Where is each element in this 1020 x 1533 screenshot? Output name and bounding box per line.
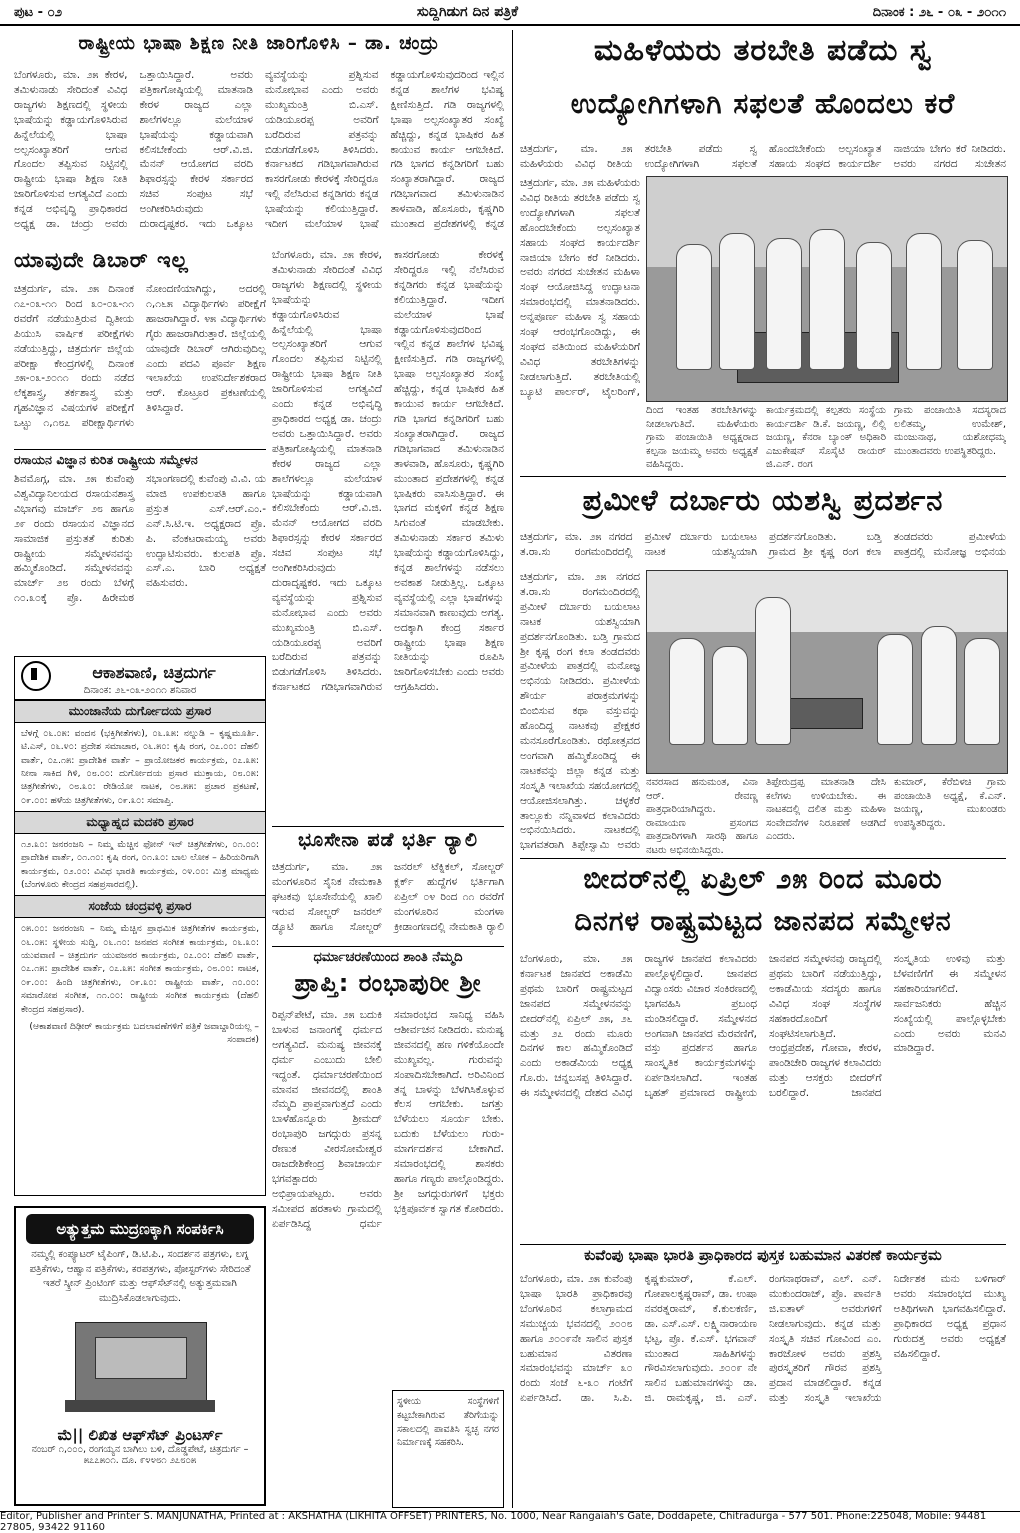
headline-no-debar: ಯಾವುದೇ ಡಿಬಾರ್ ಇಲ್ಲ — [14, 248, 189, 272]
article-women-training-left: ಚಿತ್ರದುರ್ಗ, ಮಾ. ೨೫ ಮಹಿಳೆಯರು ವಿವಿಧ ರೀತಿಯ ತರಬೇತಿ ಪಡೆದು ಸ್ವ ಉದ್ಯೋಗಿಗಳಾಗಿ ಸಫಲತೆ ಹೊಂದಬೇಕೆಂದು ಅಲ್ಪಸಂಖ್ಯಾತ ಸಹಾಯ ಸಂಘದ ಕಾರ್ಯದರ್ಶಿ ನಾಜಿಯಾ ಬೇಗಂ ಕರೆ ನೀಡಿದರು. ಅವರು ನಗರದ ಸುಚೇತನ ಮಹಿಳಾ ಸಂಘ ಆಯೋಜಿಸಿದ್ದ ಉದ್ಘಾಟನಾ ಸಮಾರಂಭದಲ್ಲಿ ಮಾತನಾಡಿದರು. ಅನ್ನಪೂರ್ಣ ಮಹಿಳಾ ಸ್ವ ಸಹಾಯ ಸಂಘ ಆರಂಭಗೊಂಡಿದ್ದು, ಈ ಸಂಘದ ವತಿಯಿಂದ ಮಹಿಳೆಯರಿಗೆ ವಿವಿಧ ತರಬೇತಿಗಳನ್ನು ನೀಡಲಾಗುತ್ತಿದೆ. ತರಬೇತಿಯಲ್ಲಿ ಬ್ಯೂಟಿ ಪಾರ್ಲರ್, ಟೈಲರಿಂಗ್, — [520, 177, 640, 398]
article-bidar: ಬೆಂಗಳೂರು, ಮಾ. ೨೫ ಕರ್ನಾಟಕ ಜಾನಪದ ಅಕಾಡೆಮಿ ಪ್ರಥಮ ಬಾರಿಗೆ ರಾಷ್ಟ್ರಮಟ್ಟದ ಜಾನಪದ ಸಮ್ಮೇಳನವನ್ನು ಬೀದರ್‌ನಲ್ಲಿ ಏಪ್ರಿಲ್ ೨೫, ೨೬ ಮತ್ತು ೨೭ ರಂದು ಮೂರು ದಿನಗಳ ಕಾಲ ಹಮ್ಮಿಕೊಂಡಿದೆ ಎಂದು ಅಕಾಡೆಮಿಯ ಅಧ್ಯಕ್ಷ ಗೊ.ರು. ಚನ್ನಬಸಪ್ಪ ತಿಳಿಸಿದ್ದಾರೆ. ಈ ಸಮ್ಮೇಳನದಲ್ಲಿ ದೇಶದ ವಿವಿಧ ರಾಜ್ಯಗಳ ಜಾನಪದ ಕಲಾವಿದರು ಪಾಲ್ಗೊಳ್ಳಲಿದ್ದಾರೆ. ಜಾನಪದ ವಿದ್ವಾಂಸರು ವಿಚಾರ ಸಂಕಿರಣದಲ್ಲಿ ಭಾಗವಹಿಸಿ ಪ್ರಬಂಧ ಮಂಡಿಸಲಿದ್ದಾರೆ. ಸಮ್ಮೇಳನದ ಅಂಗವಾಗಿ ಜಾನಪದ ಮೆರವಣಿಗೆ, ವಸ್ತು ಪ್ರದರ್ಶನ ಹಾಗೂ ಸಾಂಸ್ಕೃತಿಕ ಕಾರ್ಯಕ್ರಮಗಳನ್ನು ಏರ್ಪಡಿಸಲಾಗಿದೆ. ಇಂತಹ ಬೃಹತ್ ಪ್ರಮಾಣದ ರಾಷ್ಟ್ರೀಯ ಜಾನಪದ ಸಮ್ಮೇಳನವು ರಾಜ್ಯದಲ್ಲಿ ಪ್ರಥಮ ಬಾರಿಗೆ ನಡೆಯುತ್ತಿದ್ದು, ಅಕಾಡೆಮಿಯ ಸದಸ್ಯರು ಹಾಗೂ ವಿವಿಧ ಸಂಘ ಸಂಸ್ಥೆಗಳ ಸಹಕಾರದೊಂದಿಗೆ ಸಂಘಟಿಸಲಾಗುತ್ತಿದೆ. ಆಂಧ್ರಪ್ರದೇಶ, ಗೋವಾ, ಕೇರಳ, ಪಾಂಡಿಚೇರಿ ರಾಜ್ಯಗಳ ಕಲಾವಿದರು ಮತ್ತು ಆಸಕ್ತರು ಬೀದರ್‌ಗೆ ಬರಲಿದ್ದಾರೆ. ಜಾನಪದ ಸಂಸ್ಕೃತಿಯ ಉಳಿವು ಮತ್ತು ಬೆಳವಣಿಗೆಗೆ ಈ ಸಮ್ಮೇಳನ ಸಹಕಾರಿಯಾಗಲಿದೆ. ಸಾರ್ವಜನಿಕರು ಹೆಚ್ಚಿನ ಸಂಖ್ಯೆಯಲ್ಲಿ ಪಾಲ್ಗೊಳ್ಳಬೇಕು ಎಂದು ಅವರು ಮನವಿ ಮಾಡಿದ್ದಾರೆ. — [520, 953, 1006, 1100]
drama-photo — [646, 570, 1008, 774]
article-rambhapuri: ರಿಪ್ಪನ್‌ಪೇಟೆ, ಮಾ. ೨೫ ಬದುಕಿ ಬಾಳುವ ಜನಾಂಗಕ್ಕೆ ಧರ್ಮದ ಅಗತ್ಯವಿದೆ. ಮನುಷ್ಯ ಜೀವನಕ್ಕೆ ಧರ್ಮ ಎಂಬುದು ಬೇಲಿ ಇದ್ದಂತೆ. ಧರ್ಮಾಚರಣೆಯಿಂದ ಮಾನವ ಜೀವನದಲ್ಲಿ ಶಾಂತಿ ನೆಮ್ಮದಿ ಪ್ರಾಪ್ತವಾಗುತ್ತದೆ ಎಂದು ಬಾಳೆಹೊನ್ನೂರು ಶ್ರೀಮದ್ ರಂಭಾಪುರಿ ಜಗದ್ಗುರು ಪ್ರಸನ್ನ ರೇಣುಕ ವೀರಸೋಮೇಶ್ವರ ರಾಜದೇಶಿಕೇಂದ್ರ ಶಿವಾಚಾರ್ಯ ಭಗವತ್ಪಾದರು ಅಭಿಪ್ರಾಯಪಟ್ಟರು. ಅವರು ಸಮೀಪದ ಹರತಾಳು ಗ್ರಾಮದಲ್ಲಿ ಏರ್ಪಡಿಸಿದ್ದ ಧರ್ಮ ಸಮಾರಂಭದ ಸಾನಿಧ್ಯ ವಹಿಸಿ ಆಶೀರ್ವಚನ ನೀಡಿದರು. ಮನುಷ್ಯ ಜೀವನದಲ್ಲಿ ಹಣ ಗಳಿಕೆಯೊಂದೇ ಮುಖ್ಯವಲ್ಲ. ಗುರುವನ್ನು ಸಂಪಾದಿಸಬೇಕಾಗಿದೆ. ಅರಿವಿನಿಂದ ತನ್ನ ಬಾಳನ್ನು ಬೆಳಗಿಸಿಕೊಳ್ಳುವ ಕೆಲಸ ಆಗಬೇಕು. ಜಗತ್ತು ಬೆಳೆಯಲು ಸೂರ್ಯ ಬೇಕು. ಬದುಕು ಬೆಳೆಯಲು ಗುರು-ಮಾರ್ಗದರ್ಶನ ಬೇಕಾಗಿದೆ. ಸಮಾರಂಭದಲ್ಲಿ ಶಾಸಕರು ಹಾಗೂ ಗಣ್ಯರು ಪಾಲ್ಗೊಂಡಿದ್ದರು. ಶ್ರೀ ಜಗದ್ಗುರುಗಳಿಗೆ ಭಕ್ತರು ಭಕ್ತಿಪೂರ್ವಕ ಸ್ವಾಗತ ಕೋರಿದರು. — [272, 1009, 504, 1230]
radio-schedule-box — [14, 656, 266, 1196]
radio-slot-afternoon-text: ೧೨.೩೦: ಜನರಂಜನಿ – ನಿಮ್ಮ ಮೆಚ್ಚಿನ ಫೋನ್ ಇನ್ ಚಿತ್ರಗೀತೆಗಳು, ೦೧.೦೦: ಪ್ರಾದೇಶಿಕ ವಾರ್ತೆ, ೦೧.೧೦: ಕೃಷಿ ರಂಗ, ೦೧.೩೦: ಬಾಲ ಲೋಕ – ಹಿರಿಯರಿಗಾಗಿ ಕಾರ್ಯಕ್ರಮ, ೦೨.೦೦: ವಿವಿಧ ಭಾರತಿ ಕಾರ್ಯಕ್ರಮ, ೦೪.೦೦: ಮಿತ್ರ ಮಾಧ್ಯಮ (ಬೆಂಗಳೂರು ಕೇಂದ್ರದ ಸಹಪ್ರಸಾರದಲ್ಲಿ). — [21, 839, 259, 891]
radio-slot-morning-title: ಮುಂಜಾನೆಯ ದುರ್ಗೋದಯ ಪ್ರಸಾರ — [15, 700, 265, 723]
issue-date: ದಿನಾಂಕ : ೨೬ - ೦೩ - ೨೦೧೧ — [872, 4, 1006, 20]
akashvani-logo-icon — [21, 661, 51, 691]
radio-title: ಆಕಾಶವಾಣಿ, ಚಿತ್ರದುರ್ಗ — [92, 663, 216, 682]
women-training-caption-left: ದಿಂದ ಇಂತಹ ತರಬೇತಿಗಳನ್ನು ನೀಡಲಾಗುತಿದೆ. ಮಹಿಳೆಯರು ಗ್ರಾಮ ಪಂಚಾಯಿತಿ ಅಧ್ಯಕ್ಷರಾದ ಕಲ್ಪನಾ ಜಯಮ್ಮ ಅವರು ಅಧ್ಯಕ್ಷತೆ ವಹಿಸಿದ್ದರು. — [646, 405, 758, 470]
headline-kuvempu: ಕುವೆಂಪು ಭಾಷಾ ಭಾರತಿ ಪ್ರಾಧಿಕಾರದ ಪುಸ್ತಕ ಬಹುಮಾನ ವಿತರಣೆ ಕಾರ್ಯಕ್ರಮ — [584, 1248, 942, 1264]
drama-caption-left: ನವರಸಾದ ಹನುಮಂತ, ವಿನಾ ಆರ್. ರೇವಣ್ಣ ಪಾತ್ರಧಾರಿಯಾಗಿದ್ದರು. ರಾಮಾಯಣ ಪ್ರಸಂಗದ ಪಾತ್ರದಾರಿಗಳಾಗಿ ಸಾರಥಿ ಹಾಗೂ ನಟರು ಅಭಿನಯಿಸಿದ್ದರು. — [646, 777, 758, 856]
drama-caption-right: ಕುಮಾರ್, ಕೆರೆಬಿಳಚಿ ಗ್ರಾಮ ಪಂಚಾಯಿತಿ ಅಧ್ಯಕ್ಷೆ, ಕೆ.ಎನ್. ಜಯಣ್ಣ, ಮುಖಂಡರು ಉಪಸ್ಥಿತರಿದ್ದರು. — [894, 777, 1006, 829]
page-header — [0, 0, 1020, 26]
ad-address: ನಂಬರ್ ೧,೦೦೦, ರಂಗಯ್ಯನ ಬಾಗಿಲು ಬಳಿ, ದೊಡ್ಡಪೇಟೆ, ಚಿತ್ರದುರ್ಗ – ೫೭೭೫೦೧. ದೂ. ೯೪೪೮೧ ೨೭೮೦೫ — [31, 1444, 249, 1466]
headline-women-training-2: ಉದ್ಯೋಗಿಗಳಾಗಿ ಸಫಲತೆ ಹೊಂದಲು ಕರೆ — [570, 87, 956, 120]
radio-slot-evening-title: ಸಂಜೆಯ ಚಂದ್ರವಳ್ಳಿ ಪ್ರಸಾರ — [15, 895, 265, 918]
radio-disclaimer: (ಆಕಾಶವಾಣಿ ದಿಢೀರ್ ಕಾರ್ಯಕ್ರಮ ಬದಲಾವಣೆಗಳಿಗೆ ಪತ್ರಿಕೆ ಜವಾಬ್ದಾರಿಯಲ್ಲ – ಸಂಪಾದಕ) — [29, 1020, 259, 1046]
newspaper-title: ಸುದ್ದಿಗಿಡುಗ ದಿನ ಪತ್ರಿಕೆ — [416, 4, 519, 20]
ad-business-name: ಮೆ|| ಲಿಖಿತ ಆಫ್‌ಸೆಟ್ ಪ್ರಿಂಟರ್ಸ್ — [57, 1426, 223, 1444]
article-women-training: ಚಿತ್ರದುರ್ಗ, ಮಾ. ೨೫ ಮಹಿಳೆಯರು ವಿವಿಧ ರೀತಿಯ ತರಬೇತಿ ಪಡೆದು ಸ್ವ ಉದ್ಯೋಗಿಗಳಾಗಿ ಸಫಲತೆ ಹೊಂದಬೇಕೆಂದು ಅಲ್ಪಸಂಖ್ಯಾತ ಸಹಾಯ ಸಂಘದ ಕಾರ್ಯದರ್ಶಿ ನಾಜಿಯಾ ಬೇಗಂ ಕರೆ ನೀಡಿದರು. ಅವರು ನಗರದ ಸುಚೇತನ — [520, 143, 1006, 170]
headline-bidar-2: ದಿನಗಳ ರಾಷ್ಟ್ರಮಟ್ಟದ ಜಾನಪದ ಸಮ್ಮೇಳನ — [574, 906, 952, 937]
headline-rambhapuri-2: ಪ್ರಾಪ್ತಿ: ರಂಭಾಪುರೀ ಶ್ರೀ — [294, 969, 482, 997]
drama-caption-mid: ತಿಪ್ಪೇರುದ್ರಪ್ಪ ಮಾತನಾಡಿ ದೇಸಿ ಕಲೆಗಳು ಉಳಿಯಬೇಕು. ಈ ನಾಟಕದಲ್ಲಿ ದಲಿತ ಮತ್ತು ಮಹಿಳಾ ಸಂವೇದನೆಗಳ ನಿರೂಪಣೆ ಅಡಗಿದೆ ಎಂದರು. — [766, 777, 886, 842]
women-training-caption-right: ಗ್ರಾಮ ಪಂಚಾಯಿತಿ ಸದಸ್ಯರಾದ ಲಲಿತಮ್ಮ, ಉಮೇಶ್, ಮಂಜುನಾಥ, ಯಶೋಧಮ್ಮ ಮುಂತಾದವರು ಉಪಸ್ಥಿತರಿದ್ದರು. — [894, 405, 1006, 457]
radio-slot-evening-text: ೦೫.೦೦: ಜನರಂಜನಿ – ನಿಮ್ಮ ಮೆಚ್ಚಿನ ಪ್ರಾಥಮಿಕ ಚಿತ್ರಗೀತೆಗಳ ಕಾರ್ಯಕ್ರಮ, ೦೬.೦೫: ಸ್ಥಳೀಯ ಸುದ್ದಿ, ೦೬.೧೦: ಜನಪದ ಸಂಗೀತ ಕಾರ್ಯಕ್ರಮ, ೦೬.೩೦: ಯುವವಾಣಿ – ಚಿತ್ರದುರ್ಗ ಯುವಜನರ ಕಾರ್ಯಕ್ರಮ, ೦೭.೦೦: ದೆಹಲಿ ವಾರ್ತೆ, ೦೭.೧೫: ಪ್ರಾದೇಶಿಕ ವಾರ್ತೆ, ೦೭.೩೫: ಸಂಗೀತ ಕಾರ್ಯಕ್ರಮ, ೦೮.೦೦: ನಾಟಕ, ೦೯.೦೦: ಹಿಂದಿ ಚಿತ್ರಗೀತೆಗಳು, ೦೯.೩೦: ರಾಷ್ಟ್ರೀಯ ವಾರ್ತೆ, ೧೦.೦೦: ಸಮಾರೋಪ ಸಂಗೀತ, ೧೧.೦೦: ರಾಷ್ಟ್ರೀಯ ಸಂಗೀತ ಕಾರ್ಯಕ್ರಮ (ದೆಹಲಿ ಕೇಂದ್ರದ ಸಹಪ್ರಸಾರ). — [21, 923, 259, 1015]
article-chemistry: ಶಿವಮೊಗ್ಗ, ಮಾ. ೨೫ ಕುವೆಂಪು ವಿಶ್ವವಿದ್ಯಾನಿಲಯದ ರಸಾಯನಶಾಸ್ತ್ರ ವಿಭಾಗವು ಮಾರ್ಚ್ ೨೮ ಹಾಗೂ ೨೯ ರಂದು ರಸಾಯನ ವಿಜ್ಞಾನದ ಸಾಮಾಜಿಕ ಪ್ರಸ್ತುತತೆ ಕುರಿತು ರಾಷ್ಟ್ರೀಯ ಸಮ್ಮೇಳನವನ್ನು ಹಮ್ಮಿಕೊಂಡಿದೆ. ಸಮ್ಮೇಳನವನ್ನು ಮಾರ್ಚ್ ೨೮ ರಂದು ಬೆಳಗ್ಗೆ ೧೦.೩೦ಕ್ಕೆ ಪ್ರೊ. ಹಿರೇಮಠ ಸಭಾಂಗಣದಲ್ಲಿ ಕುವೆಂಪು ವಿ.ವಿ. ಯ ಮಾಜಿ ಉಪಕುಲಪತಿ ಹಾಗೂ ಪ್ರಸ್ತುತ ಎಸ್.ಆರ್.ಎಂ.-ಎನ್.ಸಿ.ಟಿ.ಇ. ಅಧ್ಯಕ್ಷರಾದ ಪ್ರೊ. ಪಿ. ವೆಂಕಟರಾಮಯ್ಯ ಅವರು ಉದ್ಘಾಟಿಸುವರು. ಕುಲಪತಿ ಪ್ರೊ. ಎಸ್.ಎ. ಬಾರಿ ಅಧ್ಯಕ್ಷತೆ ವಹಿಸುವರು. — [14, 473, 266, 605]
printing-advertisement — [14, 1206, 266, 1506]
ad-text: ನಮ್ಮಲ್ಲಿ ಕಂಪ್ಯೂಟರ್ ಟೈಪಿಂಗ್, ಡಿ.ಟಿ.ಪಿ., ಸಂದರ್ಶನ ಪತ್ರಗಳು, ಲಗ್ನ ಪತ್ರಿಕೆಗಳು, ಆಹ್ವಾನ ಪತ್ರಿಕೆಗಳು, ಕರಪತ್ರಗಳು, ಪೋಸ್ಟರ್‌ಗಳು ಸೇರಿದಂತೆ ಇತರೆ ಸ್ಕ್ರೀನ್ ಪ್ರಿಂಟಿಂಗ್ ಮತ್ತು ಆಫ್‌ಸೆಟ್‌ನಲ್ಲಿ ಅತ್ಯುತ್ತಮವಾಗಿ ಮುದ್ರಿಸಿಕೊಡಲಾಗುವುದು. — [29, 1249, 251, 1304]
page-footer: Editor, Publisher and Printer S. MANJUNATHA, Printed at : AKSHATHA (LIKHITA OFFSET) PRINTERS, No. 1000, Near Rangaiah's Gate, Doddapete, Chitradurga - 577 501. Phone:225048, Mobile: 94481 27805, 93422 91160 — [0, 1511, 1020, 1531]
tax-notice: ಸ್ಥಳೀಯ ಸಂಸ್ಥೆಗಳಿಗೆ ಕಟ್ಟಬೇಕಾಗಿರುವ ತೆರಿಗೆಯನ್ನು ಸಕಾಲದಲ್ಲಿ ಪಾವತಿಸಿ ಸ್ವಚ್ಛ ನಗರ ನಿರ್ಮಾಣಕ್ಕೆ ಸಹಕರಿಸಿ. — [392, 1390, 504, 1508]
headline-women-training-1: ಮಹಿಳೆಯರು ತರಬೇತಿ ಪಡೆದು ಸ್ವ — [593, 33, 933, 68]
printing-press-image — [45, 1312, 235, 1422]
headline-recruitment-rally: ಭೂಸೇನಾ ಪಡೆ ಭರ್ತಿ ರ್‍ಯಾಲಿ — [298, 829, 478, 851]
radio-slot-morning-text: ಬೆಳಗ್ಗೆ ೦೬.೦೫: ವಂದನ (ಭಕ್ತಿಗೀತೆಗಳು), ೦೬.೩೫: ನಲ್ನುಡಿ – ಕೃಷ್ಣಮೂರ್ತಿ. ಟಿ.ಎಸ್, ೦೬.೪೦: ಪ್ರದೇಶ ಸಮಾಚಾರ, ೦೬.೫೦: ಕೃಷಿ ರಂಗ, ೦೭.೦೦: ದೆಹಲಿ ವಾರ್ತೆ, ೦೭.೧೫: ಪ್ರಾದೇಶಿಕ ವಾರ್ತೆ – ಪ್ರಾಯೋಜಕರ ಕಾರ್ಯಕ್ರಮ, ೦೭.೩೫: ನೀನಾ ಸಾಕಿದ ಗಿಳಿ, ೦೮.೦೦: ದುರ್ಗೋದಯ ಪ್ರಸಾರ ಮುಕ್ತಾಯ, ೦೮.೦೫: ಚಿತ್ರಗೀತೆಗಳು, ೦೮.೩೦: ರೇಡಿಯೋ ನಾಟಕ, ೦೮.೫೫: ಪ್ರಚಾರ ಪ್ರಕಟಣೆ, ೦೯.೦೦: ಹಳೆಯ ಚಿತ್ರಗೀತೆಗಳು, ೦೯.೩೦: ಸಮಾಪ್ತಿ. — [21, 728, 259, 806]
headline-rambhapuri-1: ಧರ್ಮಾಚರಣೆಯಿಂದ ಶಾಂತಿ ನೆಮ್ಮದಿ — [313, 950, 463, 965]
article-language-policy: ಬೆಂಗಳೂರು, ಮಾ. ೨೫ ಕೇರಳ, ತಮಿಳುನಾಡು ಸೇರಿದಂತೆ ವಿವಿಧ ರಾಜ್ಯಗಳು ಶಿಕ್ಷಣದಲ್ಲಿ ಸ್ಥಳೀಯ ಭಾಷೆಯನ್ನು ಕಡ್ಡಾಯಗೊಳಿಸಿರುವ ಹಿನ್ನೆಲೆಯಲ್ಲಿ ಭಾಷಾ ಅಲ್ಪಸಂಖ್ಯಾತರಿಗೆ ಆಗುವ ಗೊಂದಲ ತಪ್ಪಿಸುವ ನಿಟ್ಟಿನಲ್ಲಿ ರಾಷ್ಟ್ರೀಯ ಭಾಷಾ ಶಿಕ್ಷಣ ನೀತಿ ಜಾರಿಗೊಳಿಸುವ ಅಗತ್ಯವಿದೆ ಎಂದು ಕನ್ನಡ ಅಭಿವೃದ್ಧಿ ಪ್ರಾಧಿಕಾರದ ಅಧ್ಯಕ್ಷ ಡಾ. ಚಂದ್ರು ಅವರು ಒತ್ತಾಯಿಸಿದ್ದಾರೆ. ಅವರು ಪತ್ರಿಕಾಗೋಷ್ಠಿಯಲ್ಲಿ ಮಾತನಾಡಿ ಕೇರಳ ರಾಜ್ಯದ ಎಲ್ಲಾ ಶಾಲೆಗಳಲ್ಲೂ ಮಲೆಯಾಳ ಭಾಷೆಯನ್ನು ಕಡ್ಡಾಯವಾಗಿ ಕಲಿಸಬೇಕೆಂದು ಆರ್.ವಿ.ಜಿ. ಮೆನನ್ ಆಯೋಗದ ವರದಿ ಶಿಫಾರಸ್ಸನ್ನು ಕೇರಳ ಸರ್ಕಾರದ ಸಚಿವ ಸಂಪುಟ ಸಭೆ ಅಂಗೀಕರಿಸಿರುವುದು ದುರಾದೃಷ್ಟಕರ. ಇದು ಒಕ್ಕೂಟ ವ್ಯವಸ್ಥೆಯನ್ನು ಪ್ರಶ್ನಿಸುವ ಮನೋಭಾವ ಎಂದು ಅವರು ಮುಖ್ಯಮಂತ್ರಿ ಬಿ.ಎಸ್. ಯಡಿಯೂರಪ್ಪ ಅವರಿಗೆ ಬರೆದಿರುವ ಪತ್ರವನ್ನು ಬಿಡುಗಡೆಗೊಳಿಸಿ ತಿಳಿಸಿದರು. ಕರ್ನಾಟಕದ ಗಡಿಭಾಗವಾಗಿರುವ ಕಾಸರಗೋಡು ಕೇರಳಕ್ಕೆ ಸೇರಿದ್ದರೂ ಇಲ್ಲಿ ನೆಲೆಸಿರುವ ಕನ್ನಡಿಗರು ಕನ್ನಡ ಭಾಷೆಯನ್ನು ಕಲಿಯುತ್ತಿದ್ದಾರೆ. ಇದೀಗ ಮಲೆಯಾಳ ಭಾಷೆ ಕಡ್ಡಾಯಗೊಳಿಸುವುದರಿಂದ ಇಲ್ಲಿನ ಕನ್ನಡ ಶಾಲೆಗಳ ಭವಿಷ್ಯ ಕ್ಷೀಣಿಸುತ್ತಿದೆ. ಗಡಿ ರಾಜ್ಯಗಳಲ್ಲಿ ಭಾಷಾ ಅಲ್ಪಸಂಖ್ಯಾತರ ಸಂಖ್ಯೆ ಹೆಚ್ಚಿದ್ದು, ಕನ್ನಡ ಭಾಷಿಕರ ಹಿತ ಕಾಯುವ ಕಾರ್ಯ ಆಗಬೇಕಿದೆ. ಗಡಿ ಭಾಗದ ಕನ್ನಡಿಗರಿಗೆ ಬಹು ಸಂಖ್ಯಾತರಾಗಿದ್ದಾರೆ. ರಾಜ್ಯದ ಗಡಿಭಾಗವಾದ ತಮಿಳುನಾಡಿನ ತಾಳವಾಡಿ, ಹೊಸೂರು, ಕೃಷ್ಣಗಿರಿ ಮುಂತಾದ ಪ್ರದೇಶಗಳಲ್ಲಿ ಕನ್ನಡ — [14, 69, 504, 231]
headline-bidar-1: ಬೀದರ್‌ನಲ್ಲಿ ಏಪ್ರಿಲ್ ೨೫ ರಿಂದ ಮೂರು — [583, 864, 943, 895]
article-language-policy-continued: ಬೆಂಗಳೂರು, ಮಾ. ೨೫ ಕೇರಳ, ತಮಿಳುನಾಡು ಸೇರಿದಂತೆ ವಿವಿಧ ರಾಜ್ಯಗಳು ಶಿಕ್ಷಣದಲ್ಲಿ ಸ್ಥಳೀಯ ಭಾಷೆಯನ್ನು ಕಡ್ಡಾಯಗೊಳಿಸಿರುವ ಹಿನ್ನೆಲೆಯಲ್ಲಿ ಭಾಷಾ ಅಲ್ಪಸಂಖ್ಯಾತರಿಗೆ ಆಗುವ ಗೊಂದಲ ತಪ್ಪಿಸುವ ನಿಟ್ಟಿನಲ್ಲಿ ರಾಷ್ಟ್ರೀಯ ಭಾಷಾ ಶಿಕ್ಷಣ ನೀತಿ ಜಾರಿಗೊಳಿಸುವ ಅಗತ್ಯವಿದೆ ಎಂದು ಕನ್ನಡ ಅಭಿವೃದ್ಧಿ ಪ್ರಾಧಿಕಾರದ ಅಧ್ಯಕ್ಷ ಡಾ. ಚಂದ್ರು ಅವರು ಒತ್ತಾಯಿಸಿದ್ದಾರೆ. ಅವರು ಪತ್ರಿಕಾಗೋಷ್ಠಿಯಲ್ಲಿ ಮಾತನಾಡಿ ಕೇರಳ ರಾಜ್ಯದ ಎಲ್ಲಾ ಶಾಲೆಗಳಲ್ಲೂ ಮಲೆಯಾಳ ಭಾಷೆಯನ್ನು ಕಡ್ಡಾಯವಾಗಿ ಕಲಿಸಬೇಕೆಂದು ಆರ್.ವಿ.ಜಿ. ಮೆನನ್ ಆಯೋಗದ ವರದಿ ಶಿಫಾರಸ್ಸನ್ನು ಕೇರಳ ಸರ್ಕಾರದ ಸಚಿವ ಸಂಪುಟ ಸಭೆ ಅಂಗೀಕರಿಸಿರುವುದು ದುರಾದೃಷ್ಟಕರ. ಇದು ಒಕ್ಕೂಟ ವ್ಯವಸ್ಥೆಯನ್ನು ಪ್ರಶ್ನಿಸುವ ಮನೋಭಾವ ಎಂದು ಅವರು ಮುಖ್ಯಮಂತ್ರಿ ಬಿ.ಎಸ್. ಯಡಿಯೂರಪ್ಪ ಅವರಿಗೆ ಬರೆದಿರುವ ಪತ್ರವನ್ನು ಬಿಡುಗಡೆಗೊಳಿಸಿ ತಿಳಿಸಿದರು. ಕರ್ನಾಟಕದ ಗಡಿಭಾಗವಾಗಿರುವ ಕಾಸರಗೋಡು ಕೇರಳಕ್ಕೆ ಸೇರಿದ್ದರೂ ಇಲ್ಲಿ ನೆಲೆಸಿರುವ ಕನ್ನಡಿಗರು ಕನ್ನಡ ಭಾಷೆಯನ್ನು ಕಲಿಯುತ್ತಿದ್ದಾರೆ. ಇದೀಗ ಮಲೆಯಾಳ ಭಾಷೆ ಕಡ್ಡಾಯಗೊಳಿಸುವುದರಿಂದ ಇಲ್ಲಿನ ಕನ್ನಡ ಶಾಲೆಗಳ ಭವಿಷ್ಯ ಕ್ಷೀಣಿಸುತ್ತಿದೆ. ಗಡಿ ರಾಜ್ಯಗಳಲ್ಲಿ ಭಾಷಾ ಅಲ್ಪಸಂಖ್ಯಾತರ ಸಂಖ್ಯೆ ಹೆಚ್ಚಿದ್ದು, ಕನ್ನಡ ಭಾಷಿಕರ ಹಿತ ಕಾಯುವ ಕಾರ್ಯ ಆಗಬೇಕಿದೆ. ಗಡಿ ಭಾಗದ ಕನ್ನಡಿಗರಿಗೆ ಬಹು ಸಂಖ್ಯಾತರಾಗಿದ್ದಾರೆ. ರಾಜ್ಯದ ಗಡಿಭಾಗವಾದ ತಮಿಳುನಾಡಿನ ತಾಳವಾಡಿ, ಹೊಸೂರು, ಕೃಷ್ಣಗಿರಿ ಮುಂತಾದ ಪ್ರದೇಶಗಳಲ್ಲಿ ಕನ್ನಡ ಭಾಷಿಕರು ವಾಸಿಸುತ್ತಿದ್ದಾರೆ. ಈ ಭಾಗದ ಮಕ್ಕಳಿಗೆ ಕನ್ನಡ ಶಿಕ್ಷಣ ಸಿಗುವಂತೆ ಮಾಡಬೇಕು. ತಮಿಳುನಾಡು ಸರ್ಕಾರ ತಮಿಳು ಭಾಷೆಯನ್ನು ಕಡ್ಡಾಯಗೊಳಿಸಿದ್ದು, ಕನ್ನಡ ಶಾಲೆಗಳನ್ನು ನಡೆಸಲು ಅವಕಾಶ ನೀಡುತ್ತಿಲ್ಲ. ಒಕ್ಕೂಟ ವ್ಯವಸ್ಥೆಯಲ್ಲಿ ಎಲ್ಲಾ ಭಾಷೆಗಳನ್ನು ಸಮಾನವಾಗಿ ಕಾಣುವುದು ಅಗತ್ಯ. ಅದಕ್ಕಾಗಿ ಕೇಂದ್ರ ಸರ್ಕಾರ ರಾಷ್ಟ್ರೀಯ ಭಾಷಾ ಶಿಕ್ಷಣ ನೀತಿಯನ್ನು ರೂಪಿಸಿ ಜಾರಿಗೊಳಿಸಬೇಕು ಎಂದು ಅವರು ಆಗ್ರಹಿಸಿದರು. — [272, 249, 504, 694]
headline-chemistry: ರಸಾಯನ ವಿಜ್ಞಾನ ಕುರಿತ ರಾಷ್ಟ್ರೀಯ ಸಮ್ಮೇಳನ — [14, 452, 198, 467]
article-kuvempu: ಬೆಂಗಳೂರು, ಮಾ. ೨೫ ಕುವೆಂಪು ಭಾಷಾ ಭಾರತಿ ಪ್ರಾಧಿಕಾರವು ಬೆಂಗಳೂರಿನ ಕಲಾಗ್ರಾಮದ ಸಮುಚ್ಚಯ ಭವನದಲ್ಲಿ ೨೦೦೮ ಹಾಗೂ ೨೦೦೯ನೇ ಸಾಲಿನ ಪುಸ್ತಕ ಬಹುಮಾನ ವಿತರಣಾ ಸಮಾರಂಭವನ್ನು ಮಾರ್ಚ್ ೩೦ ರಂದು ಸಂಜೆ ೬-೩೦ ಗಂಟೆಗೆ ಏರ್ಪಡಿಸಿದೆ. ಡಾ. ಸಿ.ಪಿ. ಕೃಷ್ಣಕುಮಾರ್, ಕೆ.ಎಲ್. ಗೋಪಾಲಕೃಷ್ಣರಾವ್, ಡಾ. ಉಷಾ ನವರತ್ನರಾಮ್, ಕೆ.ಕುಲಕರ್ಣಿ, ಡಾ. ಎಸ್.ಎಸ್. ಲಕ್ಷ್ಮಿನಾರಾಯಣ ಭಟ್ಟ, ಪ್ರೊ. ಕೆ.ಎಸ್. ಭಗವಾನ್ ಮುಂತಾದ ಸಾಹಿತಿಗಳನ್ನು ಗೌರವಿಸಲಾಗುವುದು. ೨೦೦೯ ನೇ ಸಾಲಿನ ಬಹುಮಾನಗಳನ್ನು ಡಾ. ಜಿ. ರಾಮಕೃಷ್ಣ, ಜಿ. ಎನ್. ರಂಗನಾಥರಾವ್, ಎಲ್. ಎನ್. ಮುಕುಂದರಾಜ್, ಪ್ರೊ. ಪಾರ್ವತಿ ಜಿ.ಐತಾಳ್ ಅವರುಗಳಿಗೆ ನೀಡಲಾಗುವುದು. ಕನ್ನಡ ಮತ್ತು ಸಂಸ್ಕೃತಿ ಸಚಿವ ಗೋವಿಂದ ಎಂ. ಕಾರಜೋಳ ಅವರು ಪ್ರಶಸ್ತಿ ಪುರಸ್ಕೃತರಿಗೆ ಗೌರವ ಪ್ರಶಸ್ತಿ ಪ್ರದಾನ ಮಾಡಲಿದ್ದಾರೆ. ಕನ್ನಡ ಮತ್ತು ಸಂಸ್ಕೃತಿ ಇಲಾಖೆಯ ನಿರ್ದೇಶಕ ಮನು ಬಳಿಗಾರ್ ಅವರು ಸಮಾರಂಭದ ಮುಖ್ಯ ಅತಿಥಿಗಳಾಗಿ ಭಾಗವಹಿಸಲಿದ್ದಾರೆ. ಪ್ರಾಧಿಕಾರದ ಅಧ್ಯಕ್ಷ ಪ್ರಧಾನ ಗುರುದತ್ತ ಅವರು ಅಧ್ಯಕ್ಷತೆ ವಹಿಸಲಿದ್ದಾರೆ. — [520, 1273, 1006, 1405]
women-training-caption-mid: ಕಾರ್ಯಕ್ರಮದಲ್ಲಿ ಕಲ್ಪತರು ಸಂಸ್ಥೆಯ ಕಾರ್ಯದರ್ಶಿ ಡಿ.ಕೆ. ಜಯಣ್ಣ, ಲಿಲ್ಲಿ ಜಯಣ್ಣ, ಕೆನರಾ ಬ್ಯಾಂಕ್ ಅಧಿಕಾರಿ ಎಜುಕೇಷನ್ ಸೊಸೈಟಿ ರಾಯರ್ ಜಿ.ಎನ್. ರಂಗ — [766, 405, 886, 470]
women-training-photo — [646, 176, 1008, 402]
ad-heading: ಅತ್ಯುತ್ತಮ ಮುದ್ರಣಕ್ಕಾಗಿ ಸಂಪರ್ಕಿಸಿ — [26, 1214, 254, 1244]
page-number: ಪುಟ - ೦೨ — [14, 4, 63, 20]
article-drama-left: ಚಿತ್ರದುರ್ಗ, ಮಾ. ೨೫ ನಗರದ ತ.ರಾ.ಸು ರಂಗಮಂದಿರದಲ್ಲಿ ಪ್ರಮೀಳೆ ದರ್ಬಾರು ಬಯಲಾಟ ನಾಟಕ ಯಶಸ್ವಿಯಾಗಿ ಪ್ರದರ್ಶನಗೊಂಡಿತು. ಬಡ್ತಿ ಗ್ರಾಮದ ಶ್ರೀ ಕೃಷ್ಣ ರಂಗ ಕಲಾ ತಂಡದವರು ಪ್ರಮೀಳೆಯ ಪಾತ್ರದಲ್ಲಿ ಮನೋಜ್ಞ ಅಭಿನಯ ನೀಡಿದರು. ಪ್ರಮೀಳೆಯ ಶೌರ್ಯ ಪರಾಕ್ರಮಗಳನ್ನು ಬಿಂಬಿಸುವ ಕಥಾ ವಸ್ತುವನ್ನು ಹೊಂದಿದ್ದ ನಾಟಕವು ಪ್ರೇಕ್ಷಕರ ಮನಸೂರೆಗೊಂಡಿತು. ರಥೋತ್ಸವದ ಅಂಗವಾಗಿ ಹಮ್ಮಿಕೊಂಡಿದ್ದ ಈ ನಾಟಕವನ್ನು ಜಿಲ್ಲಾ ಕನ್ನಡ ಮತ್ತು ಸಂಸ್ಕೃತಿ ಇಲಾಖೆಯ ಸಹಯೋಗದಲ್ಲಿ ಆಯೋಜಿಸಲಾಗಿತ್ತು. ಚಳ್ಳಕೆರೆ ತಾಲ್ಲೂಕು ನನ್ನಿವಾಳದ ಕಲಾವಿದರು ಅಭಿನಯಿಸಿದರು. ನಾಟಕದಲ್ಲಿ ಭಾಗವತರಾಗಿ ತಿಪ್ಪೇಸ್ವಾಮಿ ಅವರು — [520, 571, 640, 852]
article-drama: ಚಿತ್ರದುರ್ಗ, ಮಾ. ೨೫ ನಗರದ ತ.ರಾ.ಸು ರಂಗಮಂದಿರದಲ್ಲಿ ಪ್ರಮೀಳೆ ದರ್ಬಾರು ಬಯಲಾಟ ನಾಟಕ ಯಶಸ್ವಿಯಾಗಿ ಪ್ರದರ್ಶನಗೊಂಡಿತು. ಬಡ್ತಿ ಗ್ರಾಮದ ಶ್ರೀ ಕೃಷ್ಣ ರಂಗ ಕಲಾ ತಂಡದವರು ಪ್ರಮೀಳೆಯ ಪಾತ್ರದಲ್ಲಿ ಮನೋಜ್ಞ ಅಭಿನಯ — [520, 531, 1006, 558]
article-no-debar: ಚಿತ್ರದುರ್ಗ, ಮಾ. ೨೫ ದಿನಾಂಕ ೧೭-೦೩-೧೧ ರಿಂದ ೩೦-೦೩-೧೧ ರವರೆಗೆ ನಡೆಯುತ್ತಿರುವ ದ್ವಿತೀಯ ಪಿಯುಸಿ ವಾರ್ಷಿಕ ಪರೀಕ್ಷೆಗಳು ನಡೆಯುತ್ತಿದ್ದು, ಚಿತ್ರದುರ್ಗ ಜಿಲ್ಲೆಯ ಪರೀಕ್ಷಾ ಕೇಂದ್ರಗಳಲ್ಲಿ ದಿನಾಂಕ ೨೫-೦೩-೨೦೧೧ ರಂದು ನಡೆದ ಲೆಕ್ಕಶಾಸ್ತ್ರ, ತರ್ಕಶಾಸ್ತ್ರ ಮತ್ತು ಗೃಹವಿಜ್ಞಾನ ವಿಷಯಗಳ ಪರೀಕ್ಷೆಗೆ ಒಟ್ಟು ೧,೧೮೭ ಪರೀಕ್ಷಾರ್ಥಿಗಳು ನೋಂದಣಿಯಾಗಿದ್ದು, ಅದರಲ್ಲಿ ೧,೧೬೫ ವಿದ್ಯಾರ್ಥಿಗಳು ಪರೀಕ್ಷೆಗೆ ಹಾಜರಾಗಿದ್ದಾರೆ. ೪೫ ವಿದ್ಯಾರ್ಥಿಗಳು ಗೈರು ಹಾಜರಾಗಿರುತ್ತಾರೆ. ಜಿಲ್ಲೆಯಲ್ಲಿ ಯಾವುದೇ ಡಿಬಾರ್ ಆಗಿರುವುದಿಲ್ಲ ಎಂದು ಪದವಿ ಪೂರ್ವ ಶಿಕ್ಷಣ ಇಲಾಖೆಯ ಉಪನಿರ್ದೇಶಕರಾದ ಆರ್. ಕೊಟ್ರೂರ ಪ್ರಕಟಣೆಯಲ್ಲಿ ತಿಳಿಸಿದ್ದಾರೆ. — [14, 283, 266, 430]
radio-date: ದಿನಾಂಕ: ೨೬-೦೩-೨೦೧೧ ಶನಿವಾರ — [15, 685, 265, 700]
headline-drama: ಪ್ರಮೀಳೆ ದರ್ಬಾರು ಯಶಸ್ವಿ ಪ್ರದರ್ಶನ — [582, 483, 944, 517]
article-recruitment-rally: ಚಿತ್ರದುರ್ಗ, ಮಾ. ೨೫ ಮಂಗಳೂರಿನ ಸೈನಿಕ ನೇಮಕಾತಿ ಘಟಕವು ಭೂಸೇನೆಯಲ್ಲಿ ಖಾಲಿ ಇರುವ ಸೋಲ್ಜರ್ ಜನರಲ್ ಡ್ಯೂಟಿ ಹಾಗೂ ಸೋಲ್ಜರ್ ಜನರಲ್ ಟೆಕ್ನಿಕಲ್, ಸೋಲ್ಜರ್ ಕ್ಲರ್ಕ್ ಹುದ್ದೆಗಳ ಭರ್ತಿಗಾಗಿ ಏಪ್ರಿಲ್ ೦೪ ರಿಂದ ೧೧ ರವರೆಗೆ ಮಂಗಳೂರಿನ ಮಂಗಳಾ ಕ್ರೀಡಾಂಗಣದಲ್ಲಿ ನೇಮಕಾತಿ ರ್‍ಯಾಲಿ — [272, 861, 504, 933]
headline-language-policy: ರಾಷ್ಟ್ರೀಯ ಭಾಷಾ ಶಿಕ್ಷಣ ನೀತಿ ಜಾರಿಗೊಳಿಸಿ – ಡಾ. ಚಂದ್ರು — [78, 33, 440, 54]
radio-slot-afternoon-title: ಮಧ್ಯಾಹ್ನದ ಮದಕರಿ ಪ್ರಸಾರ — [15, 811, 265, 834]
